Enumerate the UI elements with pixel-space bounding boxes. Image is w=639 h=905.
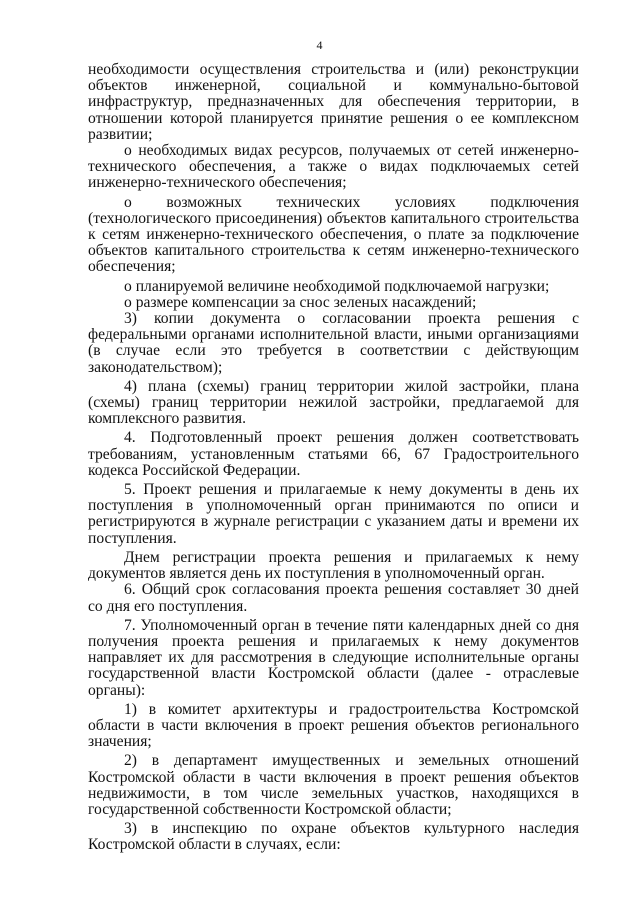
paragraph-section-4: 4. Подготовленный проект решения должен соответствовать требованиям, установленным статьями 66, 67 Градостроительного кодекса Российской Федерации. xyxy=(88,429,579,479)
paragraph-item-3-heritage: 3) в инспекцию по охране объектов культурного наследия Костромской области в случаях, если: xyxy=(88,820,579,854)
paragraph-item-3-approval-copy: 3) копии документа о согласовании проекта решения с федеральными органами исполнительной власти, иными организациями (в случае если это требуется в соответствии с действующим законодательством); xyxy=(88,310,579,376)
paragraph-item-4-territory-plan: 4) плана (схемы) границ территории жилой застройки, плана (схемы) границ территории нежилой застройки, предлагаемой для комплексного развития. xyxy=(88,377,579,428)
paragraph-item-1-architecture: 1) в комитет архитектуры и градостроительства Костромской области в части включения в проект решения объектов регионального значения; xyxy=(88,700,579,751)
paragraph-section-6: 6. Общий срок согласования проекта решения составляет 30 дней со дня его поступления. xyxy=(88,581,579,615)
paragraph-section-5: 5. Проект решения и прилагаемые к нему документы в день их поступления в уполномоченный орган принимаются по описи и регистрируются в журнале регистрации с указанием даты и времени их поступления. xyxy=(88,481,579,547)
paragraph-planned-load: о планируемой величине необходимой подключаемой нагрузки; xyxy=(124,277,550,295)
paragraph-green-compensation: о размере компенсации за снос зеленых насаждений; xyxy=(124,293,477,311)
paragraph-registration-day: Днем регистрации проекта решения и прилагаемых к нему документов является день их поступления в уполномоченный орган. xyxy=(88,548,579,583)
paragraph-resources: о необходимых видах ресурсов, получаемых от сетей инженерно-технического обеспечения, а также о видах подключаемых сетей инженерно-технического обеспечения; xyxy=(88,142,579,192)
paragraph-connection-conditions: о возможных технических условиях подключения (технологического присоединения) объектов капитального строительства к сетям инженерно-технического обеспечения, о плате за подключение объектов капитального строительства к сетям инженерно-технического обеспечения; xyxy=(88,193,579,276)
paragraph-section-7: 7. Уполномоченный орган в течение пяти календарных дней со дня получения проекта решения и прилагаемых к нему документов направляет их для рассмотрения в следующие исполнительные органы государственной власти Костромской области (далее - отраслевые органы): xyxy=(88,616,579,699)
page-number: 4 xyxy=(316,38,323,52)
document-body xyxy=(88,62,579,854)
paragraph-infrastructure-continuation: необходимости осуществления строительства и (или) реконструкции объектов инженерной, социальной и коммунально-бытовой инфраструктур, предназначенных для обеспечения территории, в отношении которой планируется принятие решения о ее комплексном развитии; xyxy=(88,61,579,143)
paragraph-item-2-property: 2) в департамент имущественных и земельных отношений Костромской области в части включения в проект решения объектов недвижимости, в том числе земельных участков, находящихся в государственной собственности Костромской области; xyxy=(88,752,579,818)
